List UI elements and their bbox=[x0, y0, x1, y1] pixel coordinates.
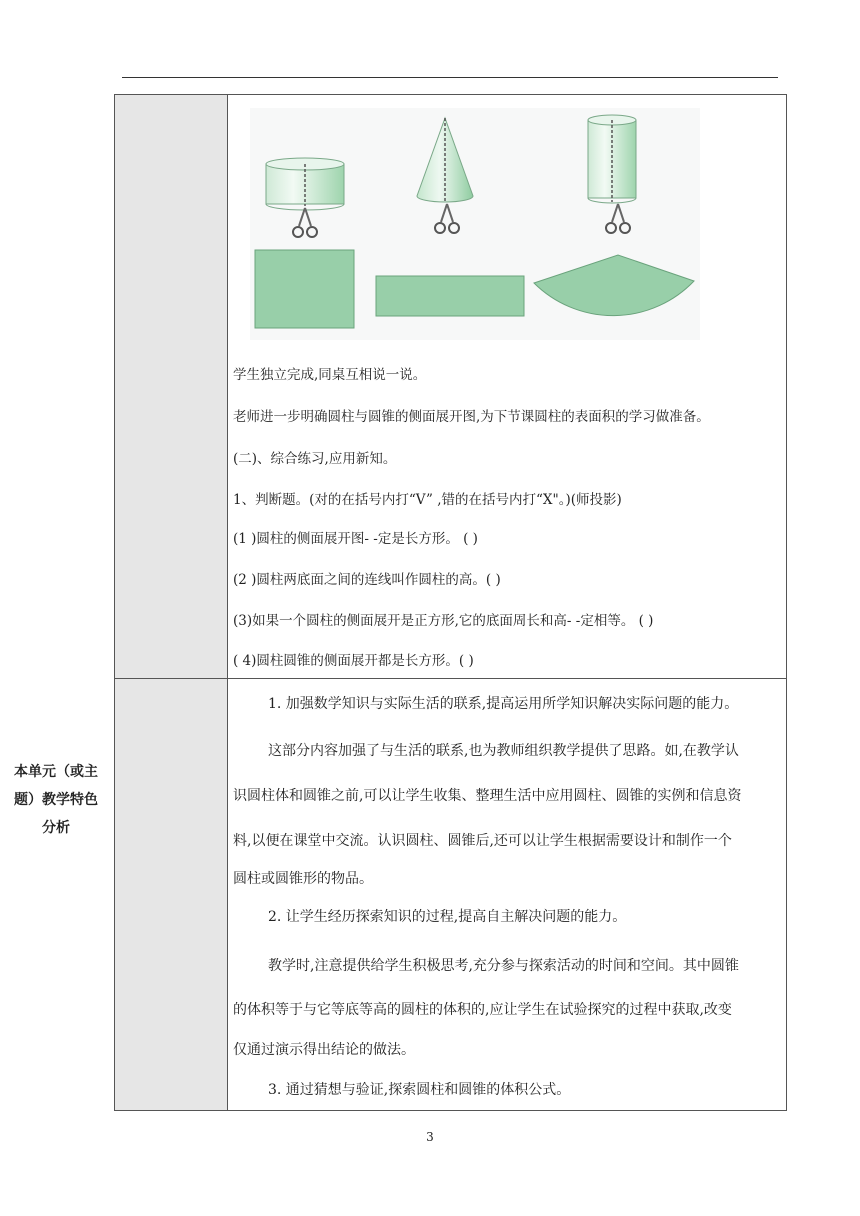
sector-net bbox=[534, 255, 694, 316]
short-cylinder-shape bbox=[266, 158, 344, 210]
feature-text: 仅通过演示得出结论的做法。 bbox=[233, 1042, 415, 1058]
scissors-icon bbox=[435, 204, 459, 233]
exercise-item: (3)如果一个圆柱的侧面展开是正方形,它的底面周长和高- -定相等。 ( ) bbox=[233, 613, 654, 629]
lesson-line: 老师进一步明确圆柱与圆锥的侧面展开图,为下节课圆柱的表面积的学习做准备。 bbox=[233, 409, 710, 425]
feature-heading: 2. 让学生经历探索知识的过程,提高自主解决问题的能力。 bbox=[268, 909, 627, 925]
tall-cylinder-shape bbox=[588, 115, 636, 203]
exercise-instruction: 1、判断题。(对的在括号内打“V” ,错的在括号内打“X"。)(师投影) bbox=[233, 492, 622, 508]
lesson-line: 学生独立完成,同桌互相说一说。 bbox=[233, 367, 427, 383]
section-heading: (二)、综合练习,应用新知。 bbox=[233, 451, 397, 467]
feature-heading: 3. 通过猜想与验证,探索圆柱和圆锥的体积公式。 bbox=[268, 1082, 571, 1098]
exercise-item: (2 )圆柱两底面之间的连线叫作圆柱的高。( ) bbox=[233, 572, 501, 588]
row-divider bbox=[115, 678, 786, 679]
square-net bbox=[255, 250, 354, 328]
page-number: 3 bbox=[426, 1130, 434, 1144]
feature-text: 料,以便在课堂中交流。认识圆柱、圆锥后,还可以让学生根据需要设计和制作一个 bbox=[233, 833, 732, 849]
net-diagram-figure bbox=[250, 108, 700, 340]
row-label: 本单元（或主 题）教学特色 分析 bbox=[14, 764, 98, 836]
scissors-icon bbox=[606, 204, 630, 233]
exercise-item: ( 4)圆柱圆锥的侧面展开都是长方形。( ) bbox=[233, 653, 474, 669]
column-divider bbox=[227, 95, 228, 1110]
scissors-icon bbox=[293, 208, 317, 237]
feature-text: 识圆柱体和圆锥之前,可以让学生收集、整理生活中应用圆柱、圆锥的实例和信息资 bbox=[233, 788, 742, 804]
header-rule bbox=[122, 77, 778, 78]
feature-text: 这部分内容加强了与生活的联系,也为教师组织教学提供了思路。如,在教学认 bbox=[268, 743, 739, 759]
exercise-item: (1 )圆柱的侧面展开图- -定是长方形。 ( ) bbox=[233, 531, 478, 547]
cone-shape bbox=[417, 118, 473, 202]
net-diagram bbox=[250, 108, 700, 340]
feature-heading: 1. 加强数学知识与实际生活的联系,提高运用所学知识解决实际问题的能力。 bbox=[268, 696, 739, 712]
rectangle-net bbox=[376, 276, 524, 316]
label-cell-empty bbox=[115, 95, 227, 678]
feature-text: 圆柱或圆锥形的物品。 bbox=[233, 871, 373, 887]
feature-text: 教学时,注意提供给学生积极思考,充分参与探索活动的时间和空间。其中圆锥 bbox=[268, 958, 739, 974]
feature-text: 的体积等于与它等底等高的圆柱的体积的,应让学生在试验探究的过程中获取,改变 bbox=[233, 1002, 732, 1018]
label-cell-features bbox=[115, 679, 227, 1110]
